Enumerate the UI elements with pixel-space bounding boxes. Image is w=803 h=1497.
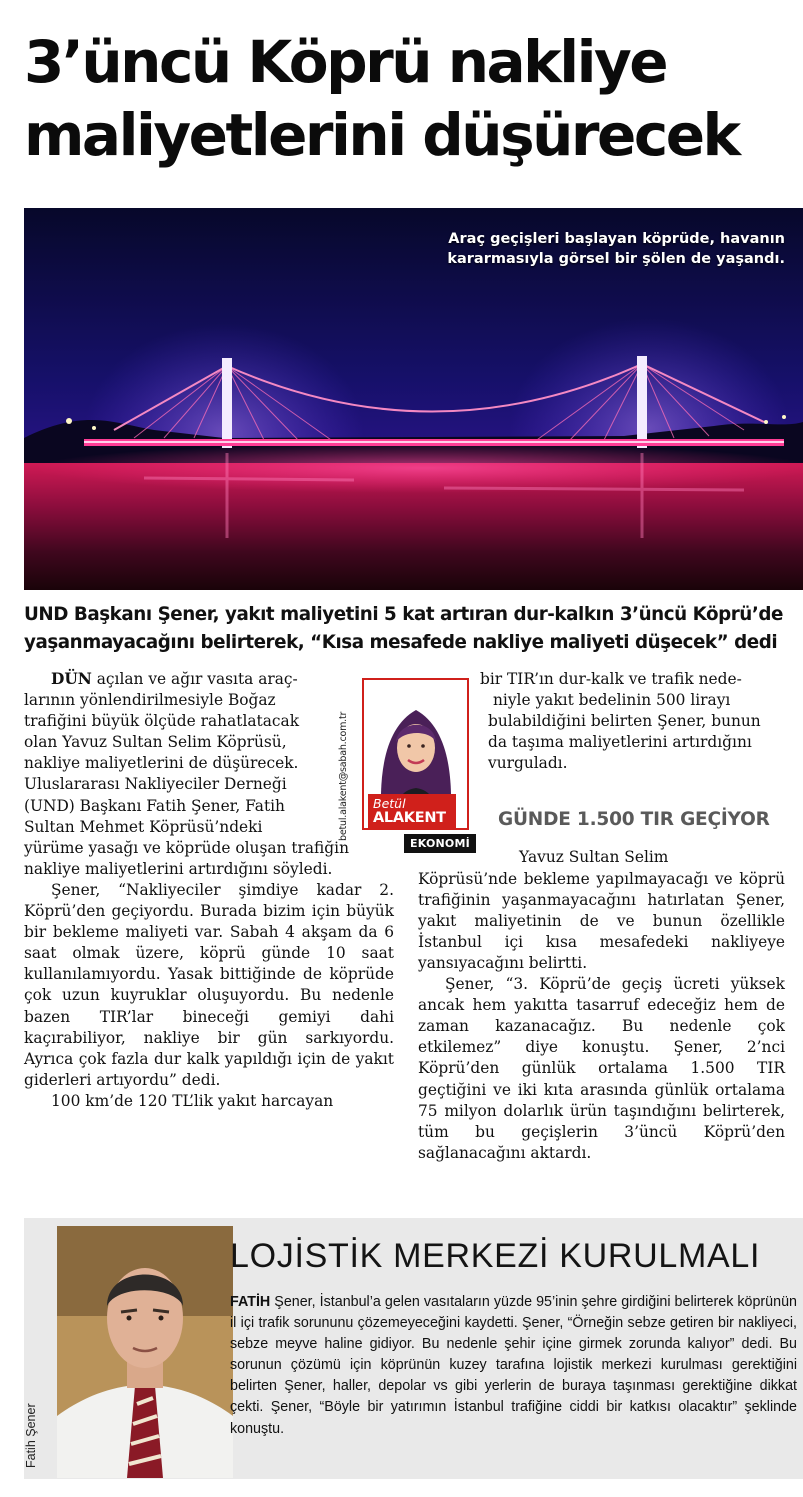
lead-word: DÜN — [51, 670, 92, 688]
sidebar-box — [24, 1218, 803, 1479]
paragraph-5: Şener, “3. Köprü’de geçiş ücreti yüksek ancak hem yakıtta tasarruf edeceğiz hem de zaman kazanacağız. Bu nedenle çok etkilemez” diye konuştu. Şener, 2’nci Köprü’den günlük ortalama 1.500 TIR geçtiğini ve iki kıta arasında günlük ortalama 75 milyon dolarlık ürün taşındığını belirterek, tüm bu geçişlerin 3’üncü Köprü’den sağlanacağını aktardı. — [418, 975, 785, 1162]
author-last-name: ALAKENT — [373, 810, 446, 826]
section-label: EKONOMİ — [404, 834, 476, 853]
paragraph-2: Şener, “Nakliyeciler şimdiye kadar 2. Köprü’den geçiyordu. Burada bizim için büyük bir bekleme maliyeti var. Sabah 4 akşam da 6 saat olmak üzere, köprü günde 10 saat kullanılamıyordu. Yasak bittiğinde de köprüde çok uzun kuyruklar oluşuyordu. Bu nedenle bazen TIR’lar bineceği gemiyi dahi kaçırabiliyor, nakliye bir gün sarkıyordu. Ayrıca çok fazla dur kalk yapıldığı için de yakıt giderleri artıyordu” dedi. — [24, 880, 394, 1089]
p1-line-6: Uluslararası Nakliyeciler Derneği — [24, 775, 287, 794]
p1-line-5: nakliye maliyetlerini de düşürecek. — [24, 754, 299, 773]
article-column-2 — [418, 669, 785, 1164]
headline-line-2: maliyetlerini düşürecek — [24, 101, 739, 169]
col2-line-3: bulabildiğini belirten Şener, bunun — [488, 712, 761, 731]
paragraph-1 — [24, 669, 394, 880]
box-text — [230, 1292, 797, 1440]
interviewee-photo — [57, 1226, 233, 1478]
spot-line-2: yaşanmayacağını belirterek, “Kısa mesafede nakliye maliyeti düşecek” dedi — [24, 632, 778, 653]
photo-credit: Fatih Şener — [24, 1403, 38, 1468]
article-column-1 — [24, 669, 394, 1112]
paragraph-3: 100 km’de 120 TL’lik yakıt harcayan — [51, 1091, 334, 1110]
bridge-night-photo — [24, 208, 803, 590]
author-email: betul.alakent@sabah.com.tr — [338, 711, 349, 841]
box-title: LOJİSTİK MERKEZİ KURULMALI — [230, 1237, 761, 1275]
headline-line-1: 3’üncü Köprü nakliye — [24, 28, 667, 96]
p4-rest: Köprüsü’nde bekleme yapılmayacağı ve köprü trafiğinin yaşanmayacağını hatırlatan Şener, yakıt maliyetinin de ve bunun özellikle İstanbul içi kısa mesafedeki nakliyeye yansıyacağını belirtti. — [418, 869, 785, 972]
p1-line-3: trafiğini büyük ölçüde rahatlatacak — [24, 712, 300, 731]
col2-line-1: bir TIR’ın dur-kalk ve trafik nede- — [480, 670, 742, 688]
box-lead-word: FATİH — [230, 1294, 271, 1310]
p1-line-9: yürüme yasağı ve köprüde oluşan trafiğin — [24, 838, 349, 857]
subhead: GÜNDE 1.500 TIR GEÇİYOR — [498, 809, 770, 830]
box-body: Şener, İstanbul’a gelen vasıtaların yüzde 95’inin şehre girdiğini belirterek köprünün il içi trafik sorununu çözemeyeceğini kaydetti. Şener, “Örneğin sebze getiren bir nakliyeci, sebze meyve haline gidiyor. Bu nedenle şehir içine girmek zorunda kalıyor” dedi. Bu sorunun çözümü için köprünün kuzey tarafına lojistik merkezi kurulması gerektiğini belirten Şener, haller, depolar vs gibi yerlerin de buraya taşınması gerektiğine dikkat çekti. Şener, “Böyle bir yatırımın İstanbul trafiğine ciddi bir katkısı olacaktır” şeklinde konuştu. — [230, 1294, 797, 1437]
p4-first-line: Yavuz Sultan Selim — [519, 848, 669, 867]
interviewee-portrait — [57, 1226, 233, 1478]
p1-line-8: Sultan Mehmet Köprüsü’ndeki — [24, 817, 263, 836]
col2-line-5: vurguladı. — [488, 754, 568, 773]
headline — [24, 26, 803, 172]
spot-line-1: UND Başkanı Şener, yakıt maliyetini 5 kat artıran dur-kalkın 3’üncü Köprü’de — [24, 604, 783, 625]
p1-line-2: larının yönlendirilmesiyle Boğaz — [24, 691, 276, 710]
photo-caption: Araç geçişleri başlayan köprüde, havanın kararmasıyla görsel bir şölen de yaşandı. — [447, 231, 785, 267]
author-first-name: Betül — [373, 796, 406, 811]
col2-line-2: niyle yakıt bedelinin 500 lirayı — [493, 691, 731, 710]
col2-line-4: da taşıma maliyetlerini artırdığını — [488, 733, 752, 752]
paragraph-4 — [418, 847, 785, 974]
p1-line-10: nakliye maliyetlerini artırdığını söyledi. — [24, 859, 333, 878]
paragraph-continued — [418, 669, 785, 774]
p1-line-7: (UND) Başkanı Fatih Şener, Fatih — [24, 796, 285, 815]
spot-headline — [24, 601, 803, 657]
p1-line-1: açılan ve ağır vasıta araç- — [91, 670, 298, 688]
p1-line-4: olan Yavuz Sultan Selim Köprüsü, — [24, 733, 287, 752]
